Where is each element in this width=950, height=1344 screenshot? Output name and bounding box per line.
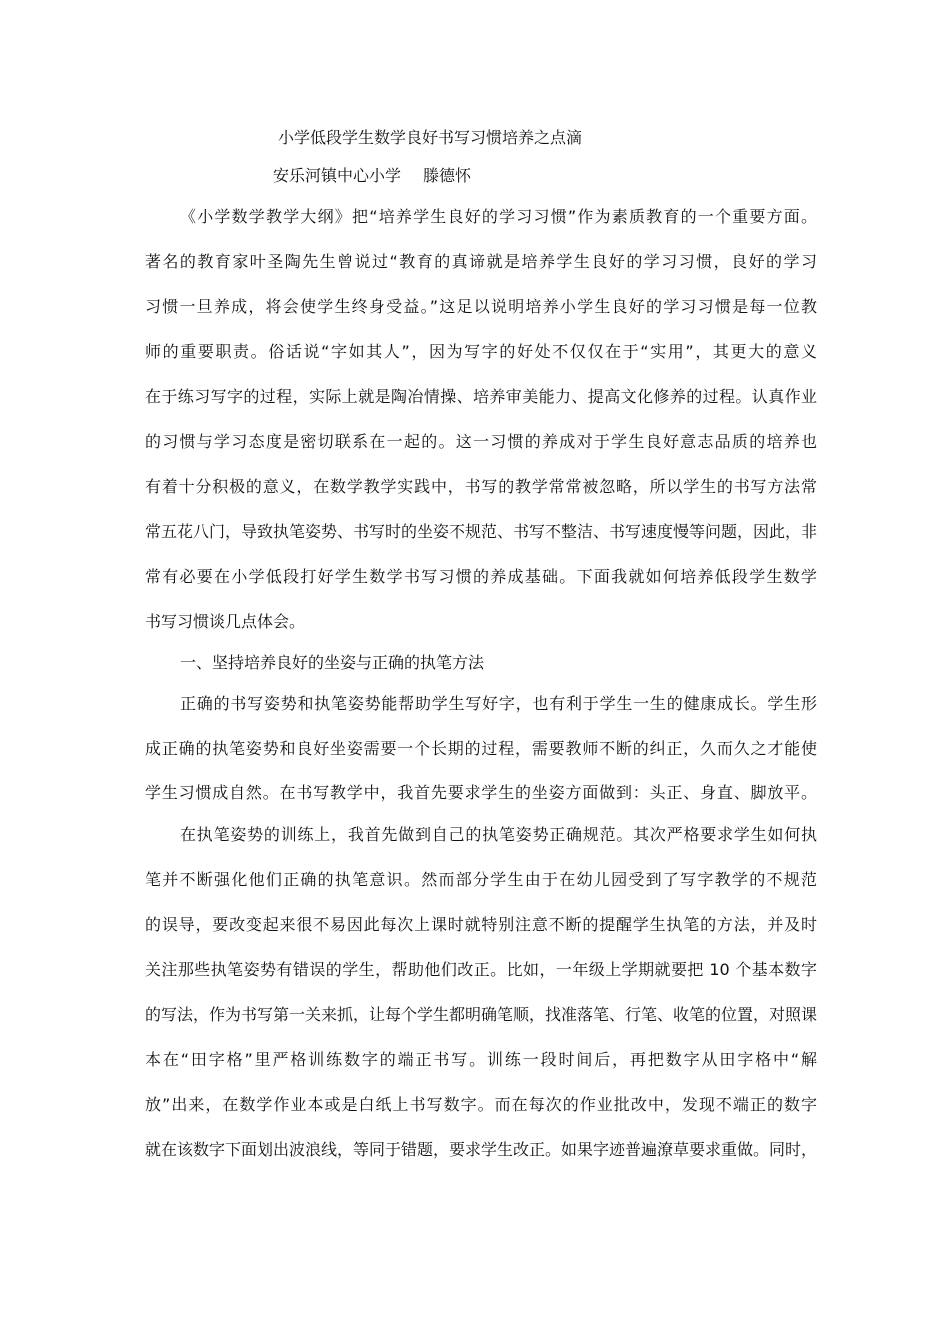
- paragraph-line: 本在“田字格”里严格训练数字的端正书写。训练一段时间后，再把数字从田字格中“解: [145, 1050, 817, 1069]
- paragraph-line: 常有必要在小学低段打好学生数学书写习惯的养成基础。下面我就如何培养低段学生数学: [145, 567, 817, 586]
- document-title: 小学低段学生数学良好书写习惯培养之点滴: [278, 128, 583, 147]
- document-byline: [273, 164, 471, 188]
- paragraph-line: 在执笔姿势的训练上，我首先做到自己的执笔姿势正确规范。其次严格要求学生如何执: [180, 825, 817, 844]
- paragraph-line: 常五花八门，导致执笔姿势、书写时的坐姿不规范、书写不整洁、书写速度慢等问题，因此，非: [145, 522, 818, 541]
- paragraph-line: 师的重要职责。俗话说“字如其人”，因为写字的好处不仅仅在于“实用”，其更大的意义: [145, 342, 817, 361]
- paragraph-line: 放”出来，在数学作业本或是白纸上书写数字。而在每次的作业批改中，发现不端正的数字: [145, 1095, 817, 1114]
- author-name: 滕德怀: [423, 166, 472, 185]
- paragraph-line: 习惯一旦养成，将会使学生终身受益。”这足以说明培养小学生良好的学习习惯是每一位教: [145, 297, 817, 316]
- paragraph-line: 书写习惯谈几点体会。: [145, 612, 306, 631]
- paragraph-line: 著名的教育家叶圣陶先生曾说过“教育的真谛就是培养学生良好的学习习惯，良好的学习: [145, 252, 817, 271]
- paragraph-line: 关注那些执笔姿势有错误的学生，帮助他们改正。比如，一年级上学期就要把 10 个基本数字: [145, 960, 817, 979]
- paragraph-line: 的习惯与学习态度是密切联系在一起的。这一习惯的养成对于学生良好意志品质的培养也: [145, 432, 817, 451]
- section-heading: 一、坚持培养良好的坐姿与正确的执笔方法: [180, 653, 485, 672]
- paragraph-line: 有着十分积极的意义，在数学教学实践中，书写的教学常常被忽略，所以学生的书写方法常: [145, 477, 817, 496]
- paragraph-line: 正确的书写姿势和执笔姿势能帮助学生写好字，也有利于学生一生的健康成长。学生形: [180, 694, 817, 713]
- paragraph-line: 的误导，要改变起来很不易因此每次上课时就特别注意不断的提醒学生执笔的方法，并及时: [145, 915, 817, 934]
- paragraph-line: 笔并不断强化他们正确的执笔意识。然而部分学生由于在幼儿园受到了写字教学的不规范: [145, 870, 817, 889]
- paragraph-line: 的写法，作为书写第一关来抓，让每个学生都明确笔顺，找准落笔、行笔、收笔的位置，对照课: [145, 1005, 818, 1024]
- paragraph-line: 学生习惯成自然。在书写教学中，我首先要求学生的坐姿方面做到：头正、身直、脚放平。: [145, 783, 817, 802]
- school-name: 安乐河镇中心小学: [273, 166, 402, 185]
- paragraph-line: 在于练习写字的过程，实际上就是陶冶情操、培养审美能力、提高文化修养的过程。认真作业: [145, 387, 817, 406]
- paragraph-line: 《小学数学教学大纲》把“培养学生良好的学习习惯”作为素质教育的一个重要方面。: [180, 207, 817, 226]
- paragraph-line: 就在该数字下面划出波浪线，等同于错题，要求学生改正。如果字迹普遍潦草要求重做。同时，: [145, 1140, 818, 1159]
- paragraph-line: 成正确的执笔姿势和良好坐姿需要一个长期的过程，需要教师不断的纠正，久而久之才能使: [145, 739, 817, 758]
